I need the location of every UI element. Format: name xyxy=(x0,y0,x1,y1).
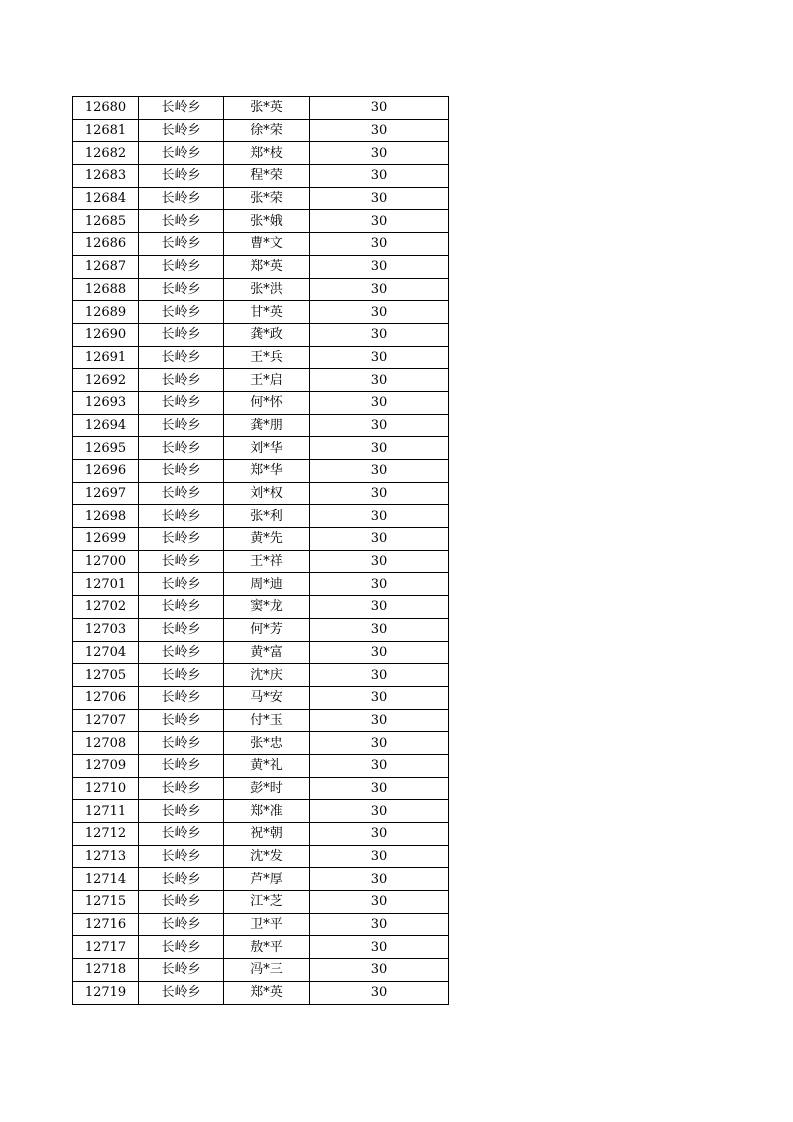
row-amount-cell: 30 xyxy=(310,187,449,210)
row-id-cell: 12691 xyxy=(73,346,139,369)
row-name-cell: 张*利 xyxy=(224,505,310,528)
row-town-cell: 长岭乡 xyxy=(139,732,224,755)
row-name-cell: 龚*朋 xyxy=(224,414,310,437)
row-town-cell: 长岭乡 xyxy=(139,278,224,301)
row-id-cell: 12681 xyxy=(73,119,139,142)
table-row xyxy=(73,97,449,120)
row-amount-cell: 30 xyxy=(310,754,449,777)
row-town-cell: 长岭乡 xyxy=(139,142,224,165)
row-name-cell: 彭*时 xyxy=(224,777,310,800)
row-name-cell: 敖*平 xyxy=(224,936,310,959)
table-row xyxy=(73,596,449,619)
row-town-cell: 长岭乡 xyxy=(139,845,224,868)
table-row xyxy=(73,142,449,165)
table-row xyxy=(73,845,449,868)
row-id-cell: 12705 xyxy=(73,664,139,687)
row-name-cell: 郑*英 xyxy=(224,981,310,1004)
row-town-cell: 长岭乡 xyxy=(139,482,224,505)
row-town-cell: 长岭乡 xyxy=(139,777,224,800)
table-row xyxy=(73,664,449,687)
row-amount-cell: 30 xyxy=(310,528,449,551)
row-id-cell: 12707 xyxy=(73,709,139,732)
row-name-cell: 张*忠 xyxy=(224,732,310,755)
row-town-cell: 长岭乡 xyxy=(139,641,224,664)
row-town-cell: 长岭乡 xyxy=(139,823,224,846)
row-id-cell: 12713 xyxy=(73,845,139,868)
table-row xyxy=(73,823,449,846)
table-row xyxy=(73,391,449,414)
row-id-cell: 12704 xyxy=(73,641,139,664)
table-row xyxy=(73,800,449,823)
table-row xyxy=(73,369,449,392)
row-name-cell: 郑*枝 xyxy=(224,142,310,165)
row-amount-cell: 30 xyxy=(310,959,449,982)
row-id-cell: 12692 xyxy=(73,369,139,392)
row-amount-cell: 30 xyxy=(310,142,449,165)
row-amount-cell: 30 xyxy=(310,460,449,483)
row-id-cell: 12690 xyxy=(73,323,139,346)
row-name-cell: 芦*厚 xyxy=(224,868,310,891)
row-town-cell: 长岭乡 xyxy=(139,573,224,596)
table-row xyxy=(73,641,449,664)
row-amount-cell: 30 xyxy=(310,732,449,755)
row-id-cell: 12701 xyxy=(73,573,139,596)
row-amount-cell: 30 xyxy=(310,777,449,800)
row-town-cell: 长岭乡 xyxy=(139,391,224,414)
row-amount-cell: 30 xyxy=(310,301,449,324)
row-id-cell: 12708 xyxy=(73,732,139,755)
row-town-cell: 长岭乡 xyxy=(139,686,224,709)
table-row xyxy=(73,119,449,142)
row-id-cell: 12685 xyxy=(73,210,139,233)
row-amount-cell: 30 xyxy=(310,664,449,687)
row-town-cell: 长岭乡 xyxy=(139,959,224,982)
row-town-cell: 长岭乡 xyxy=(139,346,224,369)
row-id-cell: 12715 xyxy=(73,891,139,914)
row-name-cell: 龚*政 xyxy=(224,323,310,346)
row-amount-cell: 30 xyxy=(310,346,449,369)
row-name-cell: 张*洪 xyxy=(224,278,310,301)
row-amount-cell: 30 xyxy=(310,323,449,346)
row-name-cell: 窦*龙 xyxy=(224,596,310,619)
row-amount-cell: 30 xyxy=(310,823,449,846)
row-name-cell: 卫*平 xyxy=(224,913,310,936)
row-id-cell: 12686 xyxy=(73,233,139,256)
row-id-cell: 12683 xyxy=(73,165,139,188)
row-id-cell: 12693 xyxy=(73,391,139,414)
row-amount-cell: 30 xyxy=(310,97,449,120)
row-town-cell: 长岭乡 xyxy=(139,255,224,278)
table-row xyxy=(73,482,449,505)
row-name-cell: 祝*朝 xyxy=(224,823,310,846)
row-name-cell: 刘*权 xyxy=(224,482,310,505)
table-row xyxy=(73,936,449,959)
row-amount-cell: 30 xyxy=(310,210,449,233)
row-name-cell: 何*芳 xyxy=(224,618,310,641)
row-amount-cell: 30 xyxy=(310,596,449,619)
row-town-cell: 长岭乡 xyxy=(139,618,224,641)
table-row xyxy=(73,777,449,800)
row-amount-cell: 30 xyxy=(310,800,449,823)
row-id-cell: 12700 xyxy=(73,550,139,573)
row-amount-cell: 30 xyxy=(310,981,449,1004)
row-id-cell: 12689 xyxy=(73,301,139,324)
row-name-cell: 沈*庆 xyxy=(224,664,310,687)
row-name-cell: 曹*文 xyxy=(224,233,310,256)
row-id-cell: 12702 xyxy=(73,596,139,619)
row-name-cell: 王*启 xyxy=(224,369,310,392)
row-town-cell: 长岭乡 xyxy=(139,709,224,732)
row-amount-cell: 30 xyxy=(310,936,449,959)
table-row xyxy=(73,346,449,369)
row-id-cell: 12703 xyxy=(73,618,139,641)
table-row xyxy=(73,913,449,936)
table-row xyxy=(73,165,449,188)
row-town-cell: 长岭乡 xyxy=(139,187,224,210)
row-town-cell: 长岭乡 xyxy=(139,913,224,936)
row-town-cell: 长岭乡 xyxy=(139,550,224,573)
row-id-cell: 12688 xyxy=(73,278,139,301)
row-town-cell: 长岭乡 xyxy=(139,97,224,120)
row-town-cell: 长岭乡 xyxy=(139,369,224,392)
row-town-cell: 长岭乡 xyxy=(139,868,224,891)
row-amount-cell: 30 xyxy=(310,573,449,596)
row-name-cell: 黄*礼 xyxy=(224,754,310,777)
row-name-cell: 江*芝 xyxy=(224,891,310,914)
row-town-cell: 长岭乡 xyxy=(139,233,224,256)
row-amount-cell: 30 xyxy=(310,618,449,641)
row-amount-cell: 30 xyxy=(310,391,449,414)
row-id-cell: 12682 xyxy=(73,142,139,165)
row-id-cell: 12717 xyxy=(73,936,139,959)
table-row xyxy=(73,618,449,641)
row-id-cell: 12716 xyxy=(73,913,139,936)
row-town-cell: 长岭乡 xyxy=(139,460,224,483)
table-row xyxy=(73,323,449,346)
table-row xyxy=(73,414,449,437)
table-row xyxy=(73,505,449,528)
table-row xyxy=(73,868,449,891)
table-body xyxy=(73,97,449,1005)
row-id-cell: 12696 xyxy=(73,460,139,483)
table-row xyxy=(73,981,449,1004)
row-town-cell: 长岭乡 xyxy=(139,414,224,437)
row-amount-cell: 30 xyxy=(310,641,449,664)
row-name-cell: 甘*英 xyxy=(224,301,310,324)
row-amount-cell: 30 xyxy=(310,550,449,573)
row-amount-cell: 30 xyxy=(310,891,449,914)
row-id-cell: 12714 xyxy=(73,868,139,891)
row-name-cell: 张*荣 xyxy=(224,187,310,210)
row-town-cell: 长岭乡 xyxy=(139,119,224,142)
row-id-cell: 12684 xyxy=(73,187,139,210)
row-town-cell: 长岭乡 xyxy=(139,936,224,959)
row-town-cell: 长岭乡 xyxy=(139,800,224,823)
row-town-cell: 长岭乡 xyxy=(139,505,224,528)
row-name-cell: 郑*英 xyxy=(224,255,310,278)
row-name-cell: 程*荣 xyxy=(224,165,310,188)
row-name-cell: 付*玉 xyxy=(224,709,310,732)
row-name-cell: 何*怀 xyxy=(224,391,310,414)
row-amount-cell: 30 xyxy=(310,414,449,437)
row-id-cell: 12710 xyxy=(73,777,139,800)
table-row xyxy=(73,528,449,551)
table-row xyxy=(73,301,449,324)
row-town-cell: 长岭乡 xyxy=(139,754,224,777)
table-row xyxy=(73,709,449,732)
row-id-cell: 12709 xyxy=(73,754,139,777)
row-amount-cell: 30 xyxy=(310,845,449,868)
table-row xyxy=(73,187,449,210)
row-amount-cell: 30 xyxy=(310,255,449,278)
row-town-cell: 长岭乡 xyxy=(139,891,224,914)
row-amount-cell: 30 xyxy=(310,913,449,936)
row-amount-cell: 30 xyxy=(310,165,449,188)
row-name-cell: 徐*荣 xyxy=(224,119,310,142)
row-name-cell: 冯*三 xyxy=(224,959,310,982)
row-amount-cell: 30 xyxy=(310,119,449,142)
row-town-cell: 长岭乡 xyxy=(139,596,224,619)
table-row xyxy=(73,437,449,460)
row-amount-cell: 30 xyxy=(310,505,449,528)
row-id-cell: 12697 xyxy=(73,482,139,505)
row-town-cell: 长岭乡 xyxy=(139,664,224,687)
row-id-cell: 12706 xyxy=(73,686,139,709)
row-amount-cell: 30 xyxy=(310,709,449,732)
table-row xyxy=(73,550,449,573)
row-amount-cell: 30 xyxy=(310,868,449,891)
row-id-cell: 12698 xyxy=(73,505,139,528)
table-row xyxy=(73,732,449,755)
table-row xyxy=(73,255,449,278)
row-town-cell: 长岭乡 xyxy=(139,981,224,1004)
row-amount-cell: 30 xyxy=(310,233,449,256)
row-town-cell: 长岭乡 xyxy=(139,210,224,233)
row-name-cell: 王*兵 xyxy=(224,346,310,369)
row-amount-cell: 30 xyxy=(310,437,449,460)
table-row xyxy=(73,959,449,982)
row-id-cell: 12695 xyxy=(73,437,139,460)
row-id-cell: 12680 xyxy=(73,97,139,120)
row-name-cell: 刘*华 xyxy=(224,437,310,460)
row-name-cell: 张*英 xyxy=(224,97,310,120)
row-id-cell: 12699 xyxy=(73,528,139,551)
table-row xyxy=(73,278,449,301)
row-name-cell: 周*迪 xyxy=(224,573,310,596)
row-name-cell: 张*娥 xyxy=(224,210,310,233)
table-row xyxy=(73,891,449,914)
document-table-container xyxy=(72,96,449,1005)
row-name-cell: 郑*准 xyxy=(224,800,310,823)
table-row xyxy=(73,573,449,596)
row-amount-cell: 30 xyxy=(310,482,449,505)
row-name-cell: 沈*发 xyxy=(224,845,310,868)
row-amount-cell: 30 xyxy=(310,686,449,709)
table-row xyxy=(73,686,449,709)
row-name-cell: 王*祥 xyxy=(224,550,310,573)
row-id-cell: 12687 xyxy=(73,255,139,278)
row-town-cell: 长岭乡 xyxy=(139,323,224,346)
table-row xyxy=(73,460,449,483)
row-amount-cell: 30 xyxy=(310,369,449,392)
row-name-cell: 郑*华 xyxy=(224,460,310,483)
table-row xyxy=(73,210,449,233)
row-id-cell: 12711 xyxy=(73,800,139,823)
row-id-cell: 12694 xyxy=(73,414,139,437)
row-town-cell: 长岭乡 xyxy=(139,301,224,324)
table-row xyxy=(73,233,449,256)
row-id-cell: 12712 xyxy=(73,823,139,846)
data-table xyxy=(72,96,449,1005)
row-id-cell: 12719 xyxy=(73,981,139,1004)
row-amount-cell: 30 xyxy=(310,278,449,301)
row-name-cell: 马*安 xyxy=(224,686,310,709)
table-row xyxy=(73,754,449,777)
row-town-cell: 长岭乡 xyxy=(139,437,224,460)
row-id-cell: 12718 xyxy=(73,959,139,982)
row-town-cell: 长岭乡 xyxy=(139,165,224,188)
row-town-cell: 长岭乡 xyxy=(139,528,224,551)
row-name-cell: 黄*先 xyxy=(224,528,310,551)
row-name-cell: 黄*富 xyxy=(224,641,310,664)
